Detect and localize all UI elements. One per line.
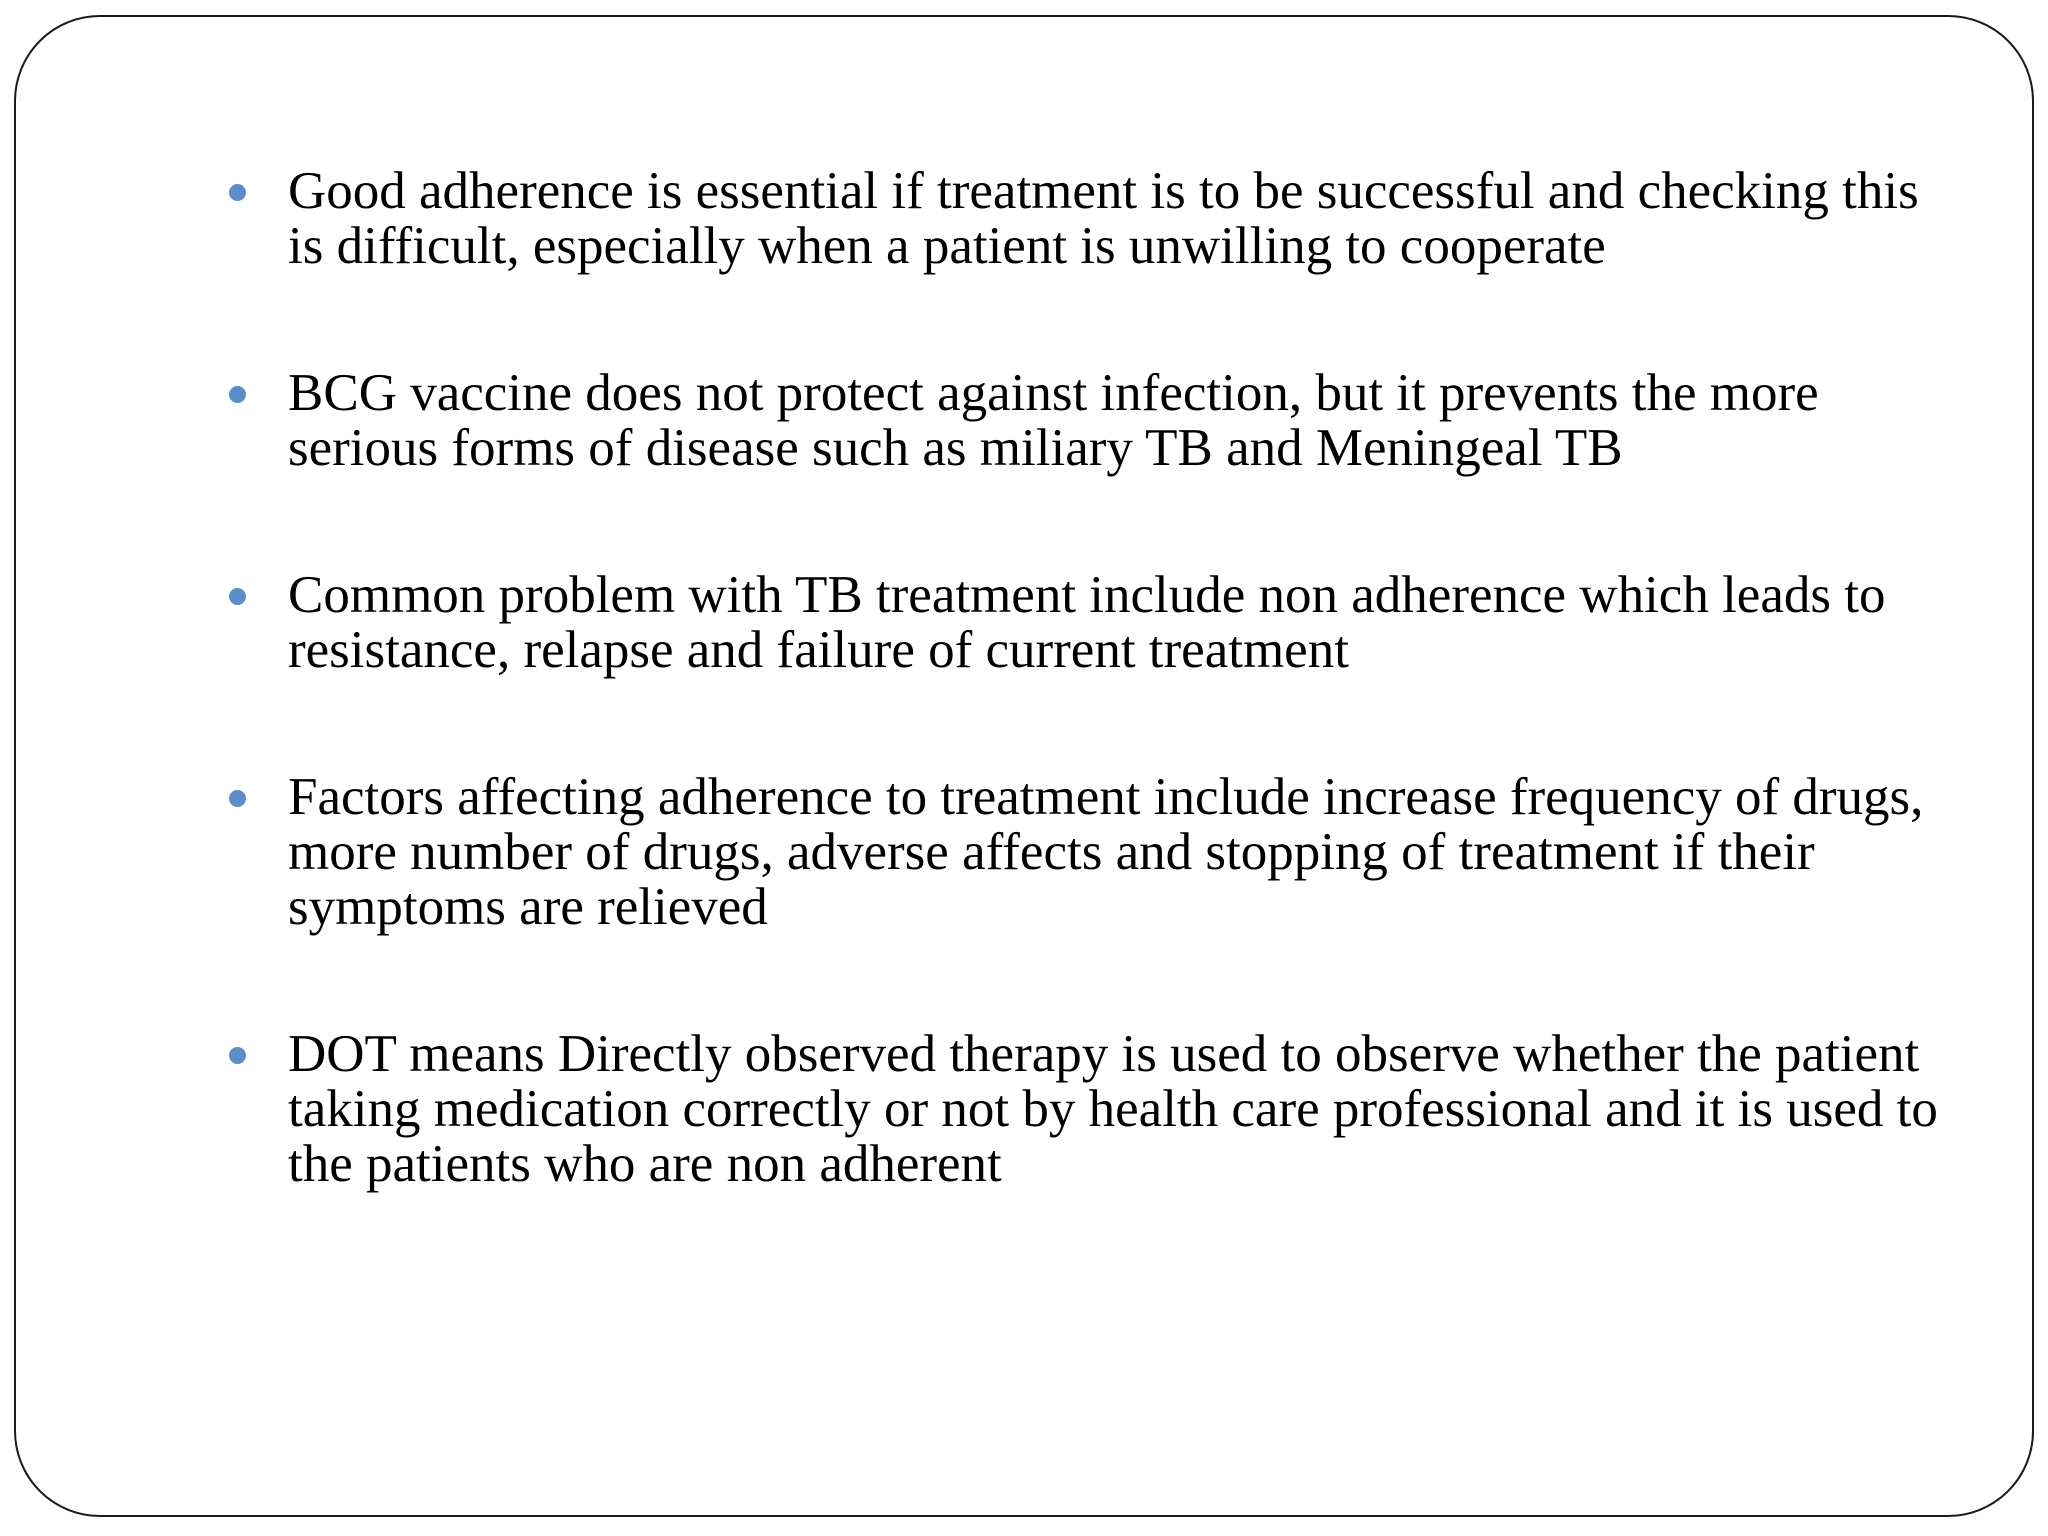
bullet-dot-icon bbox=[229, 184, 246, 201]
bullet-item-bcg-vaccine bbox=[288, 366, 1948, 476]
bullet-text: Common problem with TB treatment include non adherence which leads to resistance, relapse and failure of current treatment bbox=[288, 566, 1886, 679]
bullet-item-dot bbox=[288, 1027, 1948, 1192]
bullet-dot-icon bbox=[229, 790, 246, 807]
bullet-item-factors bbox=[288, 770, 1948, 935]
bullet-dot-icon bbox=[229, 588, 246, 605]
bullet-text: Good adherence is essential if treatment is to be successful and checking this is difficult, especially when a patient is unwilling to cooperate bbox=[288, 162, 1919, 275]
bullet-text: BCG vaccine does not protect against infection, but it prevents the more serious forms of disease such as miliary TB and Meningeal TB bbox=[288, 364, 1819, 477]
bullet-item-adherence bbox=[288, 164, 1948, 274]
bullet-dot-icon bbox=[229, 1047, 246, 1064]
bullet-item-common-problem bbox=[288, 568, 1948, 678]
bullet-list bbox=[288, 164, 1948, 1284]
bullet-dot-icon bbox=[229, 386, 246, 403]
bullet-text: DOT means Directly observed therapy is used to observe whether the patient taking medication correctly or not by health care professional and it is used to the patients who are non adherent bbox=[288, 1025, 1938, 1193]
bullet-text: Factors affecting adherence to treatment include increase frequency of drugs, more number of drugs, adverse affects and stopping of treatment if their symptoms are relieved bbox=[288, 768, 1924, 936]
